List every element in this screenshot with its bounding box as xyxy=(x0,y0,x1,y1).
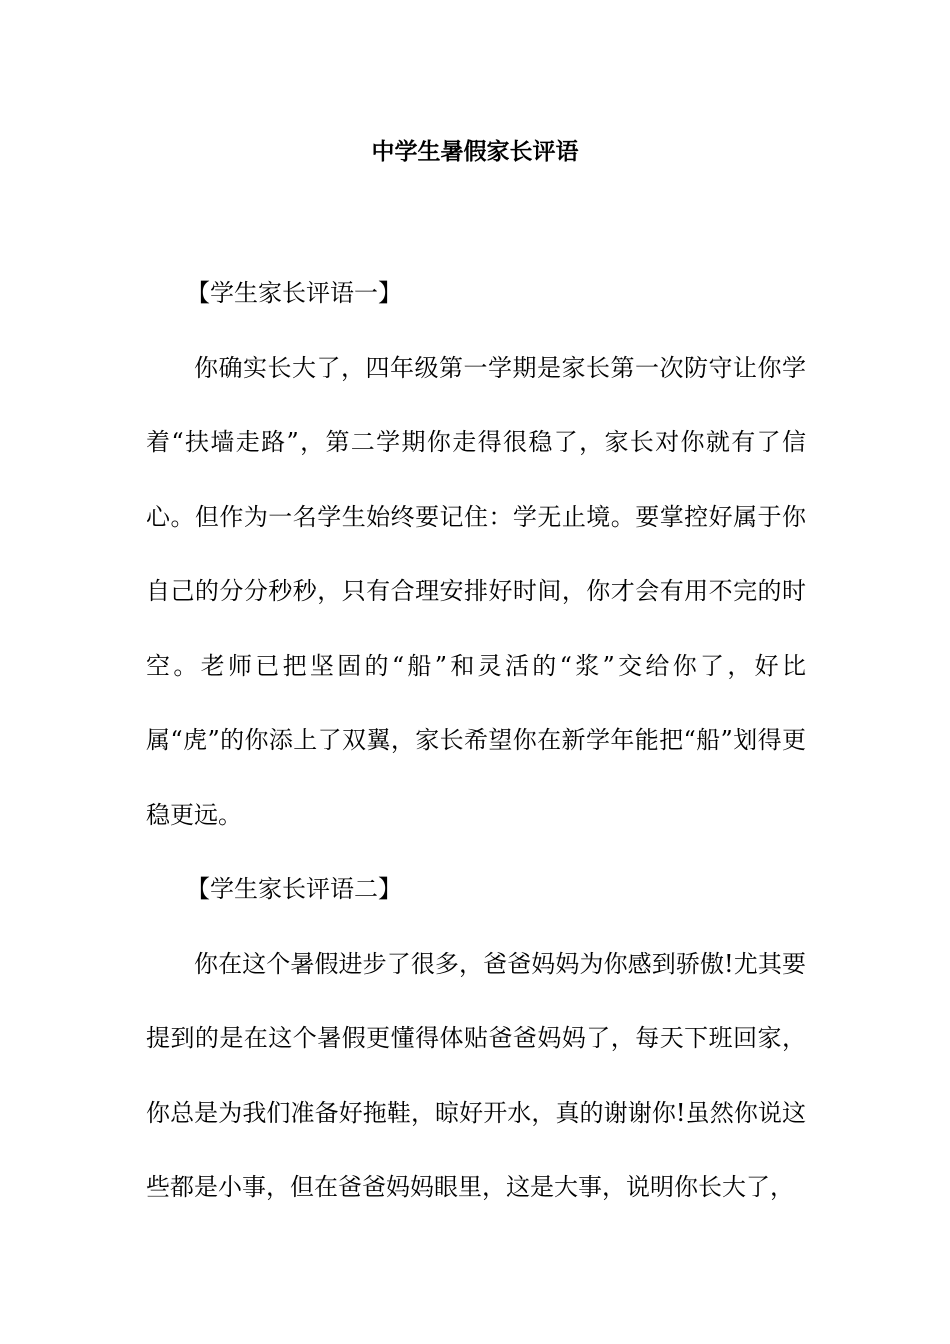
section-paragraph-2: 你在这个暑假进步了很多，爸爸妈妈为你感到骄傲!尤其要提到的是在这个暑假更懂得体贴爸爸妈妈了，每天下班回家，你总是为我们准备好拖鞋，晾好开水，真的谢谢你!虽然你说这些都是小事，但在爸爸妈妈眼里，这是大事，说明你长大了， xyxy=(146,949,806,1201)
document-body xyxy=(146,256,806,1225)
document-title: 中学生暑假家长评语 xyxy=(371,139,579,165)
section-paragraph-1: 你确实长大了，四年级第一学期是家长第一次防守让你学着“扶墙走路”，第二学期你走得很稳了，家长对你就有了信心。但作为一名学生始终要记住：学无止境。要掌控好属于你自己的分分秒秒，只有合理安排好时间，你才会有用不完的时空。老师已把坚固的“船”和灵活的“浆”交给你了，好比属“虎”的你添上了双翼，家长希望你在新学年能把“船”划得更稳更远。 xyxy=(146,353,806,829)
section-heading-2: 【学生家长评语二】 xyxy=(186,875,402,903)
section-heading-1: 【学生家长评语一】 xyxy=(186,279,402,307)
